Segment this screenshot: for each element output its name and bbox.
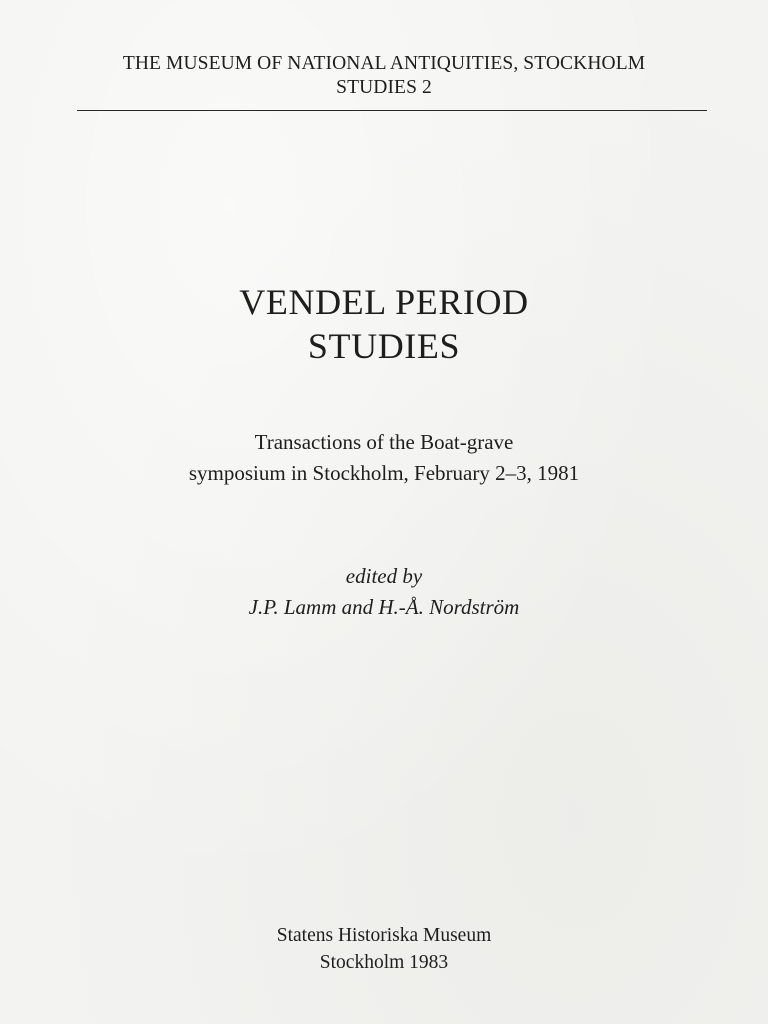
book-subtitle-line-2: symposium in Stockholm, February 2–3, 1981 [188,461,580,485]
series-name: THE MUSEUM OF NATIONAL ANTIQUITIES, STOCKHOLM [122,53,646,74]
edited-by-label: edited by [345,564,423,588]
header-rule [77,110,707,111]
publisher-name: Statens Historiska Museum [276,925,492,946]
book-subtitle-line-1: Transactions of the Boat-grave [254,430,514,454]
book-title-line-2: STUDIES [307,326,461,366]
series-header [0,52,768,100]
editor-names: J.P. Lamm and H.-Å. Nordström [248,595,520,619]
book-title [0,280,768,368]
publication-place-year: Stockholm 1983 [319,952,449,973]
series-number: STUDIES 2 [336,77,432,98]
book-title-line-1: VENDEL PERIOD [239,282,529,322]
editors-block [0,561,768,623]
book-subtitle [0,427,768,489]
publisher-block [0,922,768,976]
